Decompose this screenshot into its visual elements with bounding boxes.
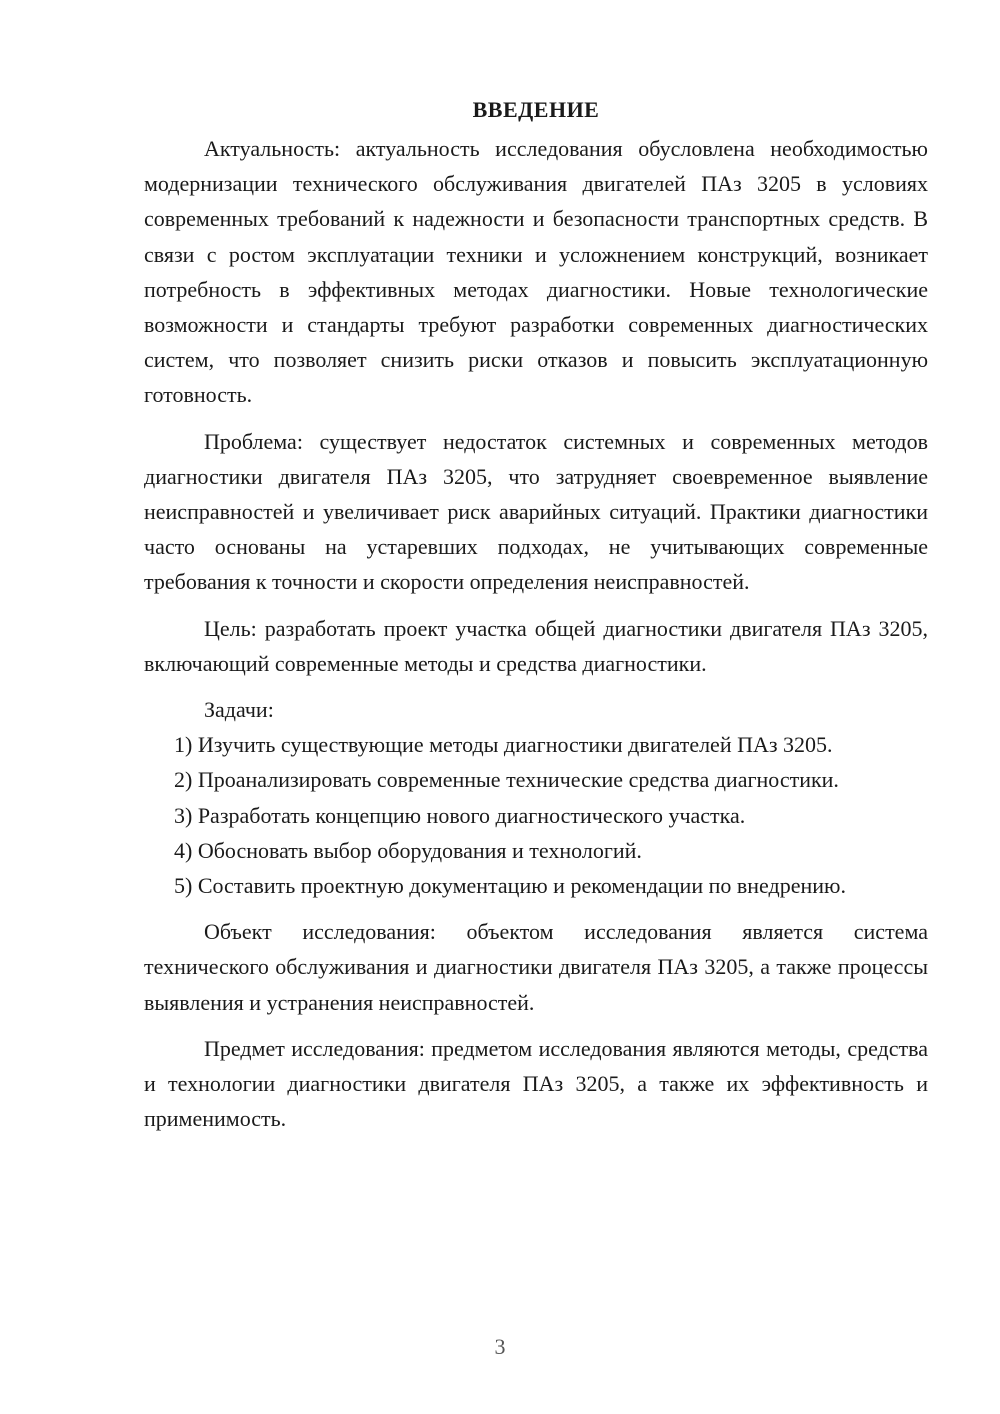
list-item: 5) Составить проектную документацию и рекомендации по внедрению. [174,873,846,899]
page-number: 3 [494,1334,506,1359]
list-item: 4) Обосновать выбор оборудования и технологий. [174,837,642,863]
list-item: 2) Проанализировать современные технические средства диагностики. [174,767,839,793]
problem-paragraph: Проблема: существует недостаток системных и современных методов диагностики двигателя ПАз 3205, что затрудняет своевременное выявление неисправностей и увеличивает риск аварийных ситуаций. Практики диагностики часто основаны на устаревших подходах, не учитывающих современные требования к точности и скорости определения неисправностей. [144,428,928,595]
relevance-paragraph: Актуальность: актуальность исследования обусловлена необходимостью модернизации технического обслуживания двигателей ПАз 3205 в условиях современных требований к надежности и безопасности транспортных средств. В связи с ростом эксплуатации техники и усложнением конструкций, возникает потребность в эффективных методах диагностики. Новые технологические возможности и стандарты требуют разработки современных диагностических систем, что позволяет снизить риски отказов и повысить эксплуатационную готовность. [144,136,928,408]
goal-paragraph: Цель: разработать проект участка общей диагностики двигателя ПАз 3205, включающий современные методы и средства диагностики. [144,615,928,676]
subject-paragraph: Предмет исследования: предметом исследования являются методы, средства и технологии диагностики двигателя ПАз 3205, а также их эффективность и применимость. [144,1035,928,1132]
object-paragraph: Объект исследования: объектом исследования является система технического обслуживания и диагностики двигателя ПАз 3205, а также процессы выявления и устранения неисправностей. [144,919,928,1015]
list-item: 1) Изучить существующие методы диагностики двигателей ПАз 3205. [174,732,833,758]
tasks-heading: Задачи: [204,697,274,723]
tasks-list [144,727,928,903]
page-title: ВВЕДЕНИЕ [472,97,600,122]
list-item: 3) Разработать концепцию нового диагностического участка. [174,802,746,828]
document-page [144,92,928,1136]
